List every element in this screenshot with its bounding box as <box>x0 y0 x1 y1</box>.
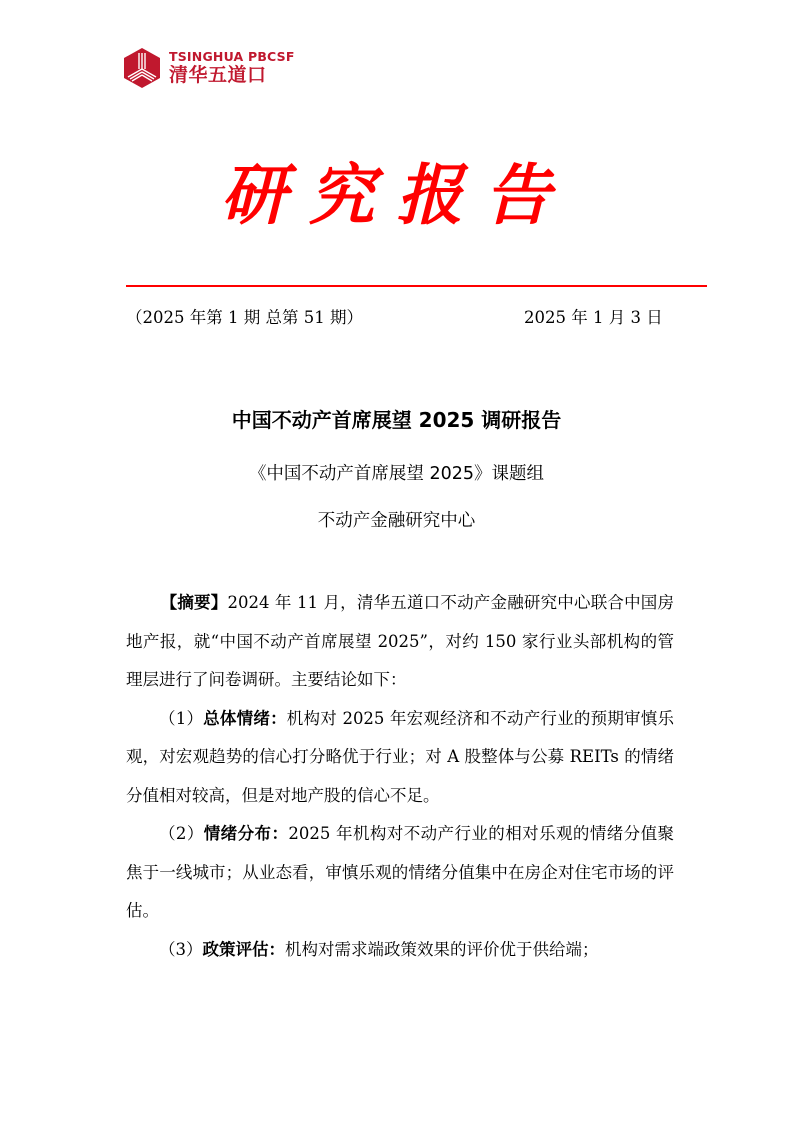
abstract-point-1 <box>126 700 674 816</box>
abstract-section <box>126 584 674 969</box>
abstract-point-2 <box>126 815 674 931</box>
point-text: 机构对需求端政策效果的评价优于供给端； <box>285 939 599 959</box>
point-heading: 情绪分布： <box>203 824 289 843</box>
institution: 不动产金融研究中心 <box>317 511 476 531</box>
abstract-intro <box>126 584 674 700</box>
tsinghua-pbcsf-logo <box>121 47 295 89</box>
point-number: （3） <box>159 939 203 959</box>
masthead-title: 研究报告 <box>220 156 573 234</box>
point-number: （1） <box>159 708 204 728</box>
author-group: 《中国不动产首席展望 2025》课题组 <box>248 464 545 484</box>
point-number: （2） <box>159 824 204 843</box>
document-title: 中国不动产首席展望 2025 调研报告 <box>231 408 562 432</box>
issue-date: 2025 年 1 月 3 日 <box>524 308 663 327</box>
logo-chinese-name: 清华五道口 <box>169 64 267 87</box>
point-text: 机构对 2025 年宏观经济和不动产行业的预期审慎乐观，对宏观趋势的信心打分略优于行业；对 A 股整体与公募 REITs 的情绪分值相对较高，但是对地产股的信心不足。 <box>126 708 674 805</box>
abstract-intro-text: 2024 年 11 月，清华五道口不动产金融研究中心联合中国房地产报，就“中国不动产首席展望 2025”，对约 150 家行业头部机构的管理层进行了问卷调研。主要结论如下： <box>126 593 674 689</box>
abstract-label: 【摘要】 <box>160 593 228 612</box>
hexagon-emblem-icon <box>121 47 163 89</box>
issue-number: （2025 年第 1 期 总第 51 期） <box>126 308 363 327</box>
point-text: 2025 年机构对不动产行业的相对乐观的情绪分值聚焦于一线城市；从业态看，审慎乐观的情绪分值集中在房企对住宅市场的评估。 <box>126 824 675 920</box>
abstract-point-3 <box>126 931 674 970</box>
header-divider <box>126 285 707 287</box>
logo-english-name: TSINGHUA PBCSF <box>169 48 295 64</box>
point-heading: 政策评估： <box>202 939 285 959</box>
point-heading: 总体情绪： <box>203 708 287 728</box>
